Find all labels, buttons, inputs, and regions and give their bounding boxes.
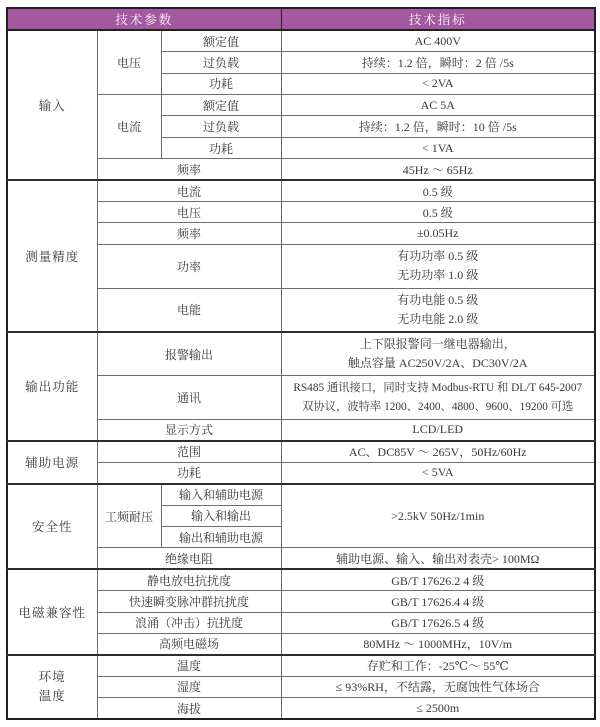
value-cell: 80MHz ～ 1000MHz，10V/m	[281, 633, 595, 654]
param-cell: 输入和辅助电源	[161, 484, 281, 505]
header-specs-cell: 技术指标	[281, 8, 595, 30]
value-line: 有功功率 0.5 级	[397, 249, 479, 264]
environment-label-line: 温度	[38, 688, 66, 703]
param-cell: 显示方式	[97, 420, 281, 441]
value-line: 无功功率 1.0 级	[397, 268, 479, 283]
param-cell: 功率	[97, 244, 281, 288]
value-cell: AC 400V	[281, 30, 595, 51]
param-cell: 输入和输出	[161, 505, 281, 526]
param-cell: 浪涌（冲击）抗扰度	[97, 612, 281, 633]
value-cell	[281, 244, 595, 288]
param-cell: 频率	[97, 223, 281, 244]
param-cell: 功耗	[161, 137, 281, 158]
value-cell: 0.5 级	[281, 202, 595, 223]
value-cell: 持续：1.2 倍，瞬时：10 倍 /5s	[281, 116, 595, 137]
param-cell: 海拔	[97, 698, 281, 719]
value-cell	[281, 332, 595, 376]
input-section-label: 输入	[7, 30, 97, 180]
auxpower-section-label: 辅助电源	[7, 441, 97, 484]
param-cell: 功耗	[97, 462, 281, 483]
value-line: 无功电能 2.0 级	[397, 311, 479, 326]
value-cell: < 1VA	[281, 137, 595, 158]
value-cell	[281, 376, 595, 420]
accuracy-section-label: 测量精度	[7, 180, 97, 332]
value-cell: 辅助电源、输入、输出对表壳> 100MΩ	[281, 548, 595, 569]
param-cell: 过负载	[161, 52, 281, 73]
value-cell: GB/T 17626.2 4 级	[281, 569, 595, 590]
value-cell: GB/T 17626.4 4 级	[281, 591, 595, 612]
param-cell: 电流	[97, 180, 281, 201]
safety-section-label: 安全性	[7, 484, 97, 570]
header-params-cell: 技术参数	[7, 8, 281, 30]
value-cell: ±0.05Hz	[281, 223, 595, 244]
param-cell: 功耗	[161, 73, 281, 94]
param-cell: 静电放电抗扰度	[97, 569, 281, 590]
param-cell: 通讯	[97, 376, 281, 420]
value-cell: 0.5 级	[281, 180, 595, 201]
value-cell: 存贮和工作：-25℃～ 55℃	[281, 655, 595, 676]
environment-label-line: 环境	[38, 669, 66, 684]
value-cell	[281, 288, 595, 332]
param-cell: 快速瞬变脉冲群抗扰度	[97, 591, 281, 612]
param-cell: 报警输出	[97, 332, 281, 376]
environment-section-label	[7, 655, 97, 719]
param-cell: 湿度	[97, 676, 281, 697]
param-cell: 过负载	[161, 116, 281, 137]
value-line: RS485 通讯接口，同时支持 Modbus-RTU 和 DL/T 645-2007	[293, 381, 583, 394]
value-cell: 45Hz ～ 65Hz	[281, 159, 595, 180]
param-cell: 输出和辅助电源	[161, 526, 281, 547]
value-line: 触点容量 AC250V/2A、DC30V/2A	[347, 356, 528, 371]
param-cell: 绝缘电阻	[97, 548, 281, 569]
param-cell: 高频电磁场	[97, 633, 281, 654]
value-cell: >2.5kV 50Hz/1min	[281, 484, 595, 548]
value-line: 上下限报警同一继电器输出，	[359, 337, 516, 352]
spec-table	[6, 7, 596, 720]
param-cell: 额定值	[161, 95, 281, 116]
param-cell: 频率	[97, 159, 281, 180]
param-cell: 温度	[97, 655, 281, 676]
value-cell: < 2VA	[281, 73, 595, 94]
value-cell: 持续：1.2 倍，瞬时：2 倍 /5s	[281, 52, 595, 73]
output-section-label: 输出功能	[7, 332, 97, 441]
param-cell: 电能	[97, 288, 281, 332]
current-group-label: 电流	[97, 95, 161, 159]
voltage-group-label: 电压	[97, 30, 161, 94]
value-line: 双协议，波特率 1200、2400、4800、9600、19200 可选	[302, 400, 574, 413]
value-cell: LCD/LED	[281, 420, 595, 441]
value-line: 有功电能 0.5 级	[397, 292, 479, 307]
value-cell: < 5VA	[281, 462, 595, 483]
value-cell: AC、DC85V ～ 265V，50Hz/60Hz	[281, 441, 595, 462]
emc-section-label: 电磁兼容性	[7, 569, 97, 655]
value-cell: AC 5A	[281, 95, 595, 116]
param-cell: 额定值	[161, 30, 281, 51]
value-cell: GB/T 17626.5 4 级	[281, 612, 595, 633]
withstand-group-label: 工频耐压	[97, 484, 161, 548]
value-cell: ≤ 93%RH，不结露，无腐蚀性气体场合	[281, 676, 595, 697]
param-cell: 范围	[97, 441, 281, 462]
param-cell: 电压	[97, 202, 281, 223]
value-cell: ≤ 2500m	[281, 698, 595, 719]
